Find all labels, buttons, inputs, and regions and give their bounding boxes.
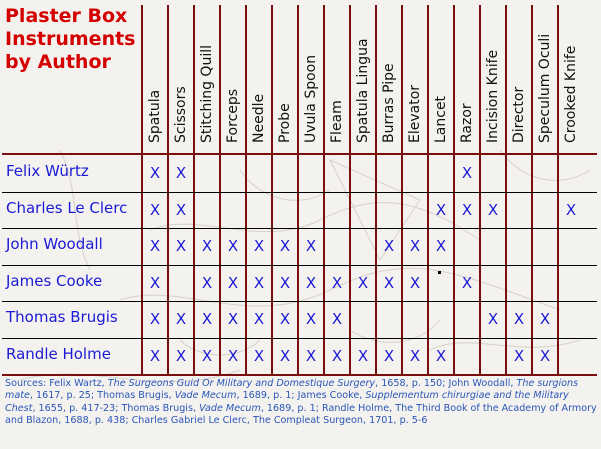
presence-mark: X	[539, 346, 551, 365]
presence-mark: X	[175, 346, 187, 365]
column-header	[350, 5, 376, 145]
source-segment: Vade Mecum	[199, 402, 261, 414]
presence-mark: X	[227, 346, 239, 365]
column-header-label: Incision Knife	[485, 49, 501, 143]
source-segment: , 1655, p. 417-23; Thomas Brugis,	[32, 402, 200, 414]
column-header	[402, 5, 428, 145]
presence-mark: X	[435, 200, 447, 219]
presence-mark: X	[331, 273, 343, 292]
presence-mark: X	[149, 200, 161, 219]
presence-mark: X	[461, 273, 473, 292]
presence-mark: X	[149, 346, 161, 365]
presence-mark: X	[565, 200, 577, 219]
author-label: Charles Le Clerc	[6, 198, 128, 217]
column-header-label: Spatula	[147, 89, 163, 143]
row-rule	[2, 301, 597, 302]
presence-mark: X	[227, 273, 239, 292]
source-segment: , 1689, p. 1; Randle Holme, The Third Book of the Academy of Armory and Blazon, 1688, p. 438; Charles Gabriel Le Clerc, The Compleat Surgeon, 1701, p. 5-6	[5, 402, 597, 426]
presence-mark: X	[383, 237, 395, 255]
presence-mark: X	[513, 310, 525, 328]
title-line-3: by Author	[5, 51, 111, 73]
presence-mark: X	[305, 237, 317, 255]
column-header	[506, 5, 532, 145]
presence-mark: X	[305, 273, 317, 292]
column-header	[454, 5, 480, 145]
column-header-label: Forceps	[225, 88, 241, 143]
column-header	[246, 5, 272, 145]
author-label: Thomas Brugis	[6, 308, 118, 326]
row-rule	[2, 228, 597, 229]
presence-mark: X	[201, 273, 213, 292]
presence-mark: X	[253, 346, 265, 365]
presence-mark: X	[227, 310, 239, 328]
author-label: James Cooke	[6, 271, 103, 290]
source-segment: Supplementum chirurgiae and the Military Chest	[5, 390, 569, 414]
presence-mark: X	[175, 237, 187, 255]
title-line-2: Instruments	[5, 28, 136, 50]
column-header	[558, 5, 584, 145]
column-header-label: Uvula Spoon	[303, 54, 319, 143]
column-header-label: Stitching Quill	[199, 45, 215, 143]
column-header	[220, 5, 246, 145]
column-header	[272, 5, 298, 145]
presence-mark: X	[487, 200, 499, 219]
presence-mark: X	[487, 310, 499, 328]
presence-mark: X	[305, 346, 317, 365]
column-header	[480, 5, 506, 145]
presence-mark: X	[227, 237, 239, 255]
column-header	[324, 5, 350, 145]
presence-mark: X	[305, 310, 317, 328]
column-header-label: Scissors	[173, 86, 189, 143]
column-header	[298, 5, 324, 145]
column-header-label: Spatula Lingua	[355, 38, 371, 143]
column-header-label: Speculum Oculi	[537, 33, 553, 143]
presence-mark: X	[279, 310, 291, 328]
source-segment: The Surgeons Guid Or Military and Domestique Surgery	[107, 378, 376, 389]
presence-mark: X	[279, 237, 291, 255]
presence-mark: X	[331, 346, 343, 365]
source-segment: The surgions mate	[5, 378, 579, 402]
presence-mark: X	[357, 273, 369, 292]
presence-mark: X	[435, 237, 447, 255]
presence-mark: X	[539, 310, 551, 328]
source-segment: , 1689, p. 1; James Cooke,	[236, 390, 366, 402]
source-segment: Vade Mecum	[174, 390, 237, 402]
stray-mark	[438, 271, 441, 274]
presence-mark: X	[383, 346, 395, 365]
presence-mark: X	[461, 200, 473, 219]
column-header-label: Burras Pipe	[381, 63, 397, 143]
presence-mark: X	[175, 164, 187, 182]
column-header-label: Fleam	[329, 100, 345, 143]
column-header	[532, 5, 558, 145]
presence-mark: X	[383, 273, 395, 292]
presence-mark: X	[409, 346, 421, 365]
column-header	[142, 5, 168, 145]
column-header-label: Director	[511, 86, 527, 143]
source-segment: , 1617, p. 25; Thomas Brugis,	[29, 390, 175, 402]
presence-mark: X	[461, 164, 473, 182]
author-label: John Woodall	[6, 235, 103, 253]
presence-mark: X	[253, 310, 265, 328]
presence-mark: X	[201, 346, 213, 365]
presence-mark: X	[331, 310, 343, 328]
presence-mark: X	[149, 310, 161, 328]
column-header-label: Razor	[459, 103, 475, 143]
presence-mark: X	[357, 346, 369, 365]
presence-mark: X	[253, 237, 265, 255]
row-rule	[2, 374, 597, 376]
author-label: Randle Holme	[6, 344, 111, 363]
header-rule	[2, 153, 597, 155]
presence-mark: X	[149, 273, 161, 292]
presence-mark: X	[513, 346, 525, 365]
presence-mark: X	[409, 273, 421, 292]
presence-mark: X	[409, 237, 421, 255]
column-header-label: Elevator	[407, 84, 423, 143]
column-header-label: Lancet	[433, 95, 449, 143]
column-header-label: Crooked Knife	[563, 45, 579, 143]
presence-mark: X	[435, 346, 447, 365]
source-segment: Sources: Felix Wartz,	[5, 378, 108, 389]
source-segment: , 1658, p. 150; John Woodall,	[375, 378, 517, 389]
row-rule	[2, 192, 597, 193]
column-header	[428, 5, 454, 145]
chart-title	[5, 5, 140, 74]
column-header-label: Probe	[277, 103, 293, 143]
author-label: Felix Würtz	[6, 162, 89, 180]
presence-mark: X	[149, 237, 161, 255]
presence-mark: X	[253, 273, 265, 292]
sources-note	[5, 378, 597, 427]
presence-mark: X	[175, 310, 187, 328]
column-header-label: Needle	[251, 93, 267, 143]
title-line-1: Plaster Box	[5, 5, 128, 27]
column-header	[376, 5, 402, 145]
column-header	[194, 5, 220, 145]
presence-mark: X	[201, 237, 213, 255]
presence-mark: X	[201, 310, 213, 328]
presence-mark: X	[175, 200, 187, 219]
presence-mark: X	[149, 164, 161, 182]
row-rule	[2, 338, 597, 339]
presence-mark: X	[279, 273, 291, 292]
row-rule	[2, 265, 597, 266]
column-header	[168, 5, 194, 145]
presence-mark: X	[279, 346, 291, 365]
